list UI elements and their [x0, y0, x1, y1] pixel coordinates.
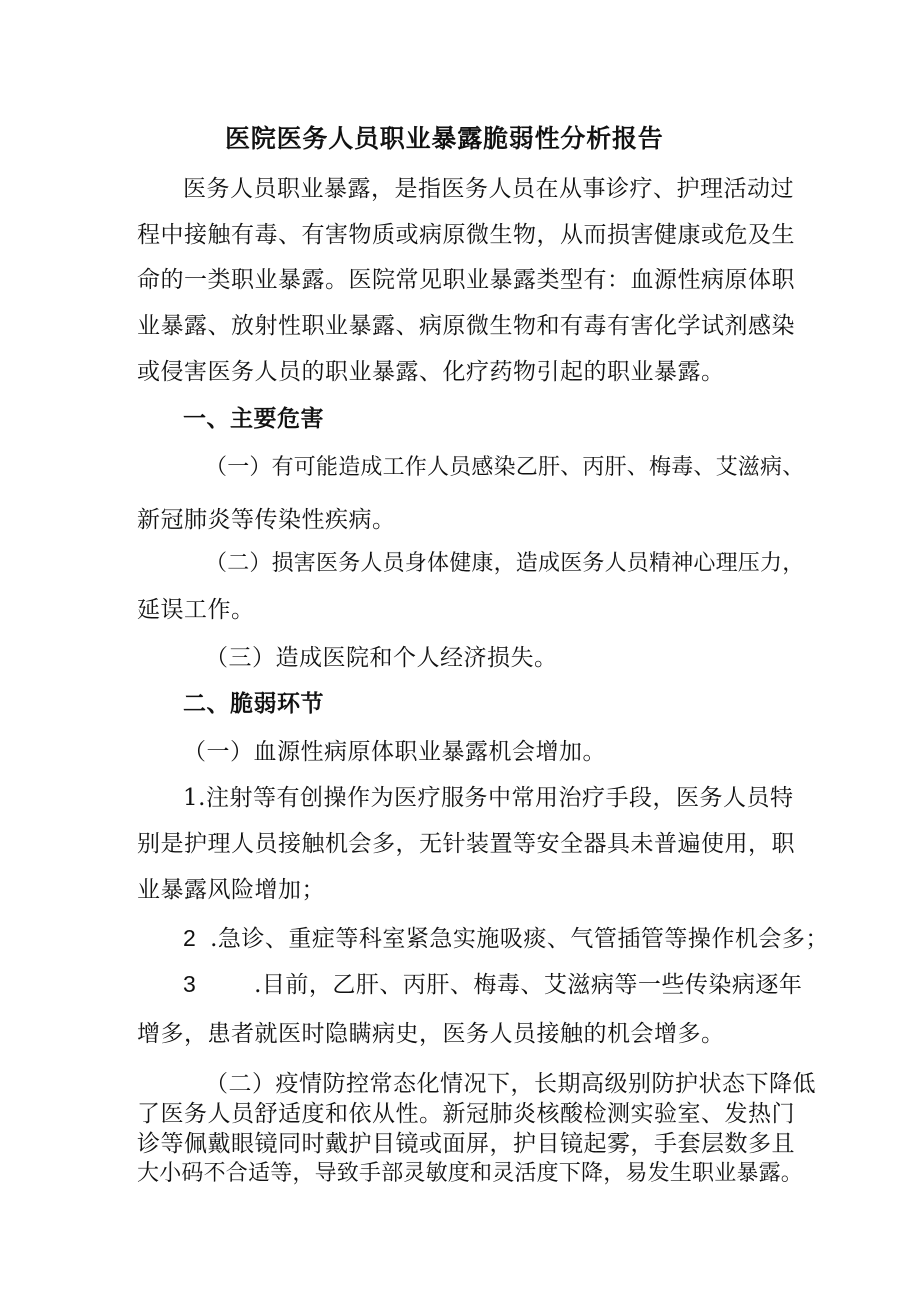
intro-line-3: 命的一类职业暴露。医院常见职业暴露类型有：血源性病原体职	[137, 267, 795, 293]
intro-line-1: 医务人员职业暴露，是指医务人员在从事诊疗、护理活动过	[183, 176, 794, 202]
intro-line-5: 或侵害医务人员的职业暴露、化疗药物引起的职业暴露。	[137, 359, 725, 385]
weakness-sub-2-line-4: 大小码不合适等，导致手部灵敏度和灵活度下降，易发生职业暴露。	[137, 1161, 804, 1186]
section-1-heading: 一、主要危害	[183, 405, 324, 432]
section-2-heading: 二、脆弱环节	[183, 690, 324, 717]
intro-line-4: 业暴露、放射性职业暴露、病原微生物和有毒有害化学试剂感染	[137, 313, 795, 339]
point-3-line-2: 增多，患者就医时隐瞒病史，医务人员接触的机会增多。	[137, 1021, 725, 1047]
harm-item-3: （三）造成医院和个人经济损失。	[205, 645, 558, 671]
point-3-line-1	[183, 969, 802, 1000]
point-2-text: .急诊、重症等科室紧急实施吸痰、气管插管等操作机会多；	[210, 926, 829, 952]
harm-item-1-line-2: 新冠肺炎等传染性疾病。	[137, 507, 396, 533]
harm-item-1-line-1: （一）有可能造成工作人员感染乙肝、丙肝、梅毒、艾滋病、	[205, 455, 805, 480]
harm-item-2-line-2: 延误工作。	[137, 597, 255, 623]
point-3-number: 3	[183, 971, 197, 997]
harm-item-2-line-1: （二）损害医务人员身体健康，造成医务人员精神心理压力，	[205, 551, 805, 576]
point-1-line-1: 1.注射等有创操作为医疗服务中常用治疗手段，医务人员特	[183, 785, 794, 811]
weakness-sub-2-line-1: （二）疫情防控常态化情况下，长期高级别防护状态下降低	[205, 1071, 816, 1097]
point-2-number: 2	[183, 925, 197, 951]
point-1-line-3: 业暴露风险增加；	[137, 877, 325, 903]
point-1-line-2: 别是护理人员接触机会多，无针装置等安全器具未普遍使用，职	[137, 831, 795, 857]
document-title: 医院医务人员职业暴露脆弱性分析报告	[225, 124, 664, 153]
weakness-sub-2-line-3: 诊等佩戴眼镜同时戴护目镜或面屏，护目镜起雾，手套层数多且	[137, 1131, 795, 1157]
weakness-sub-2-line-2: 了医务人员舒适度和依从性。新冠肺炎核酸检测实验室、发热门	[137, 1101, 795, 1127]
weakness-sub-1: （一）血源性病原体职业暴露机会增加。	[183, 739, 606, 765]
intro-line-2: 程中接触有毒、有害物质或病原微生物，从而损害健康或危及生	[137, 222, 795, 248]
point-2	[183, 923, 829, 954]
point-3-text: .目前，乙肝、丙肝、梅毒、艾滋病等一些传染病逐年	[254, 972, 803, 998]
